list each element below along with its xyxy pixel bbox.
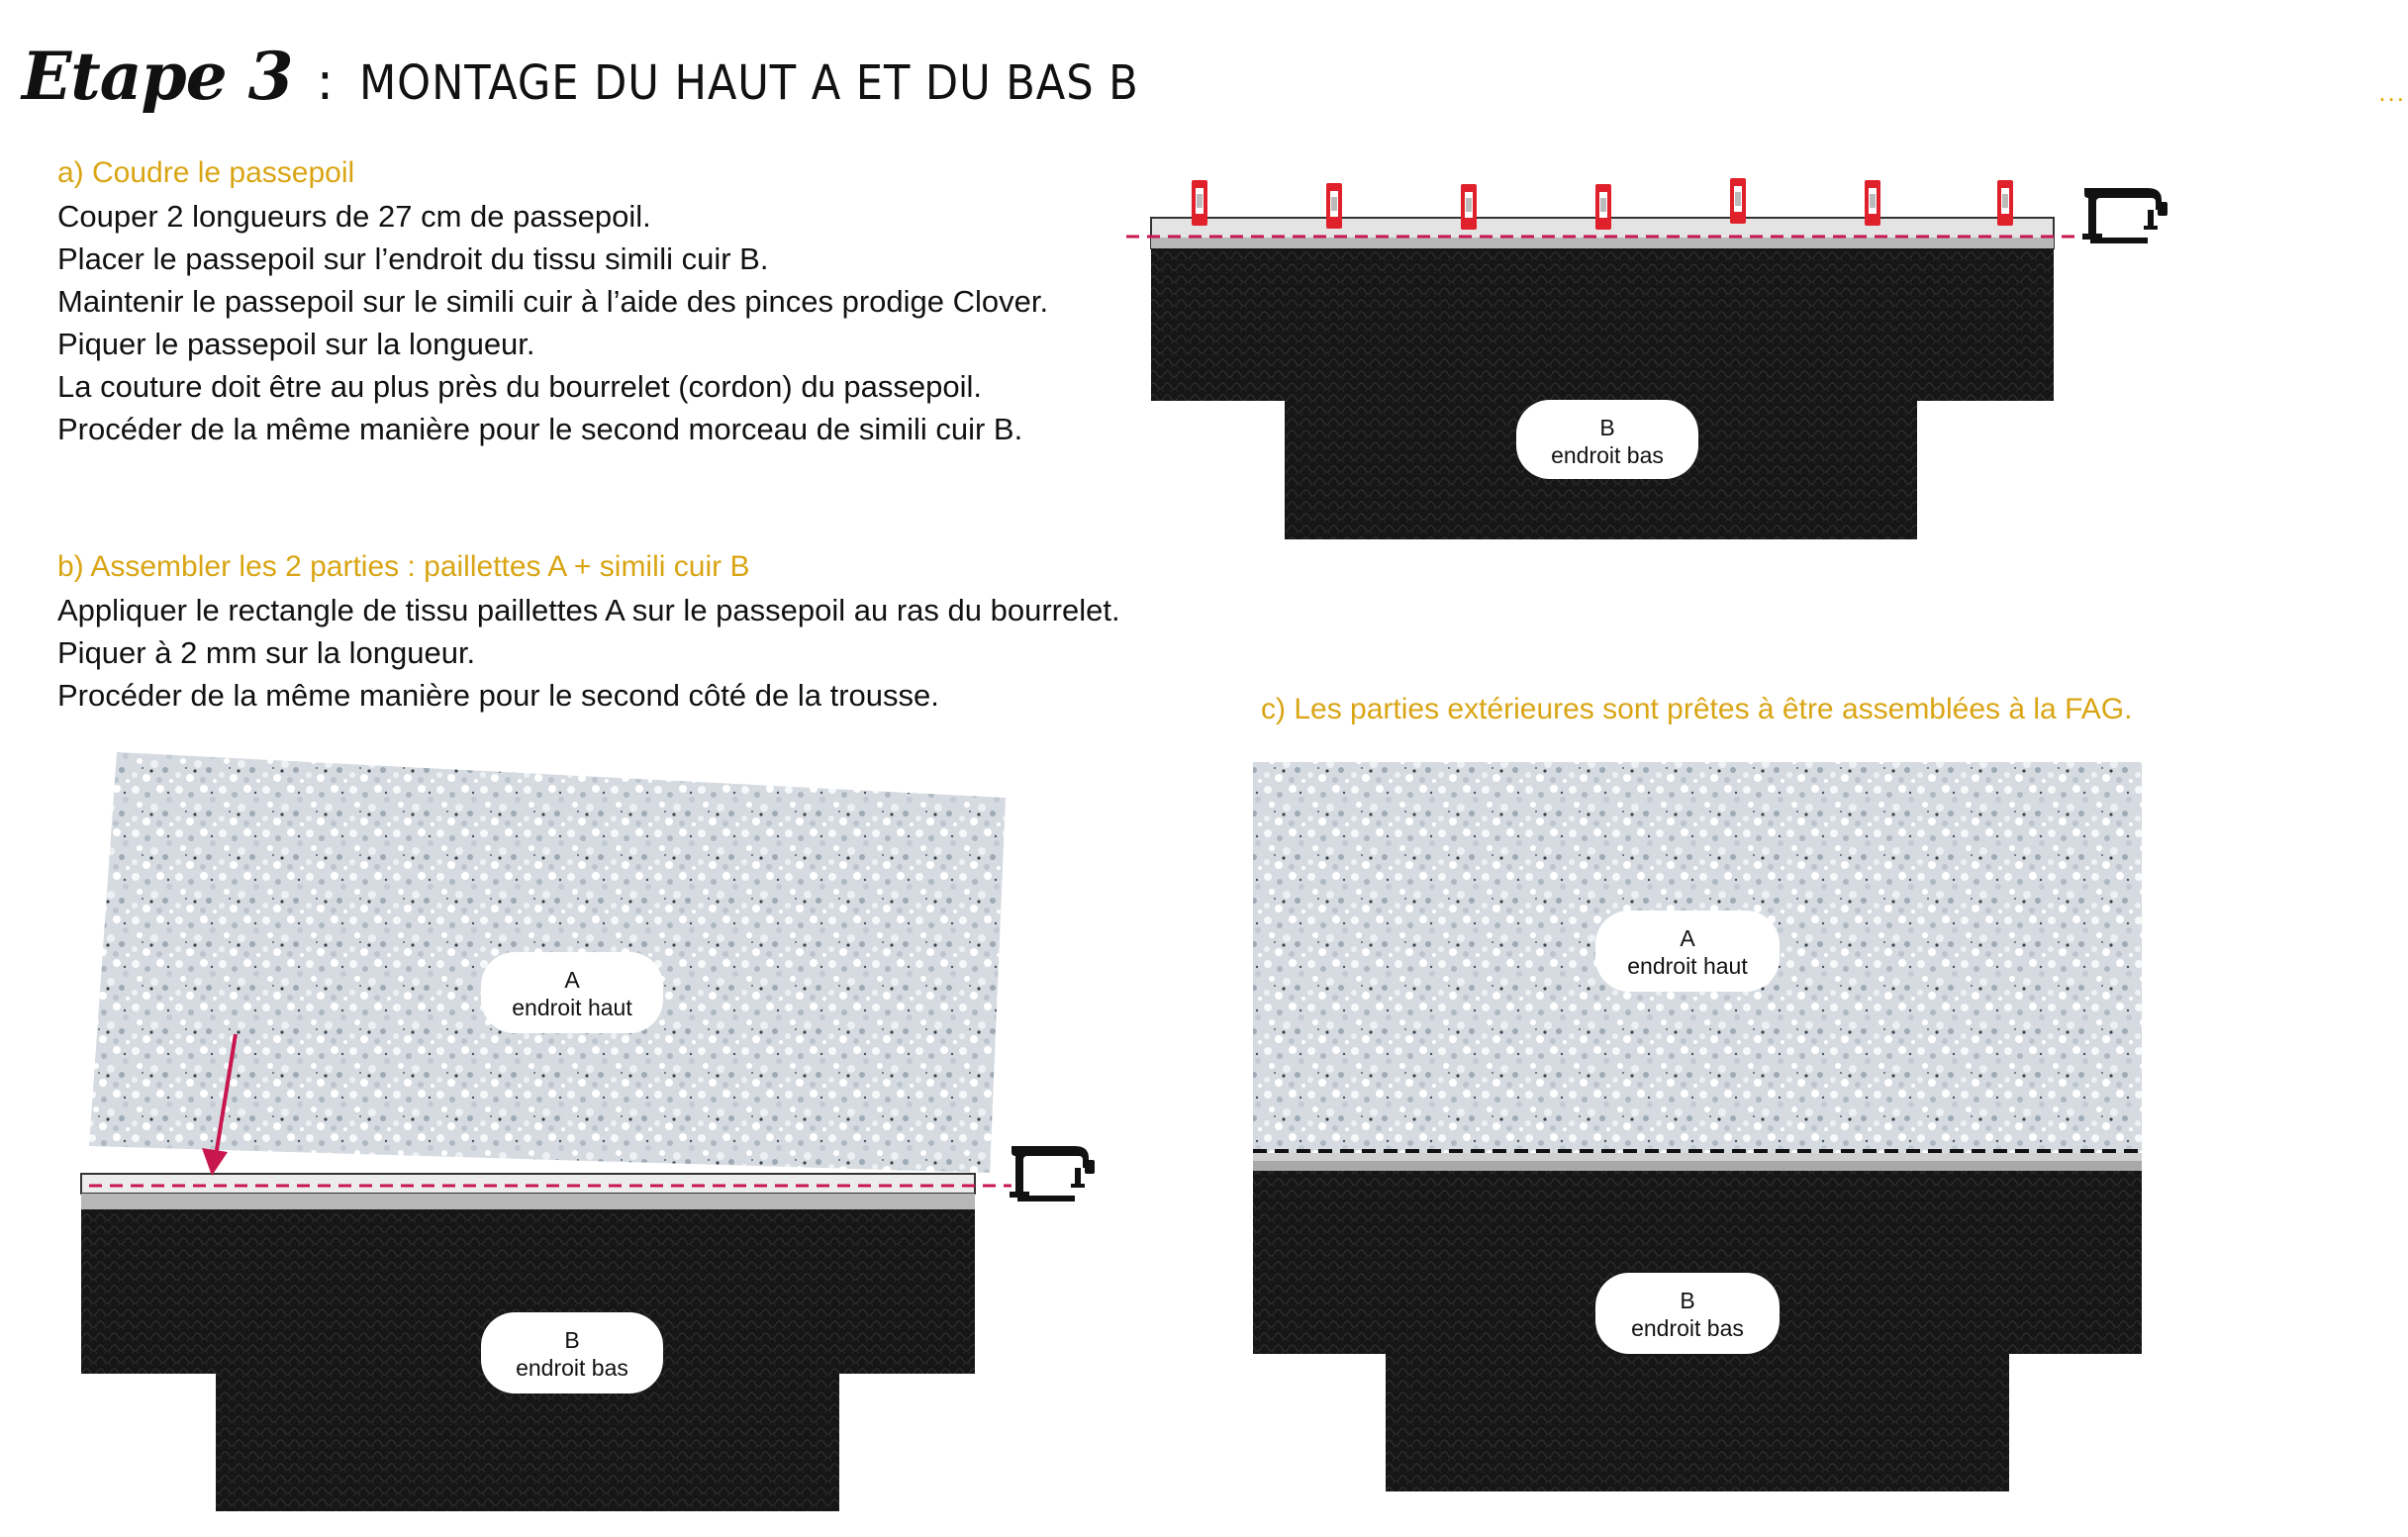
- sewing-machine-icon: [1010, 1146, 1095, 1201]
- section-b-line: Appliquer le rectangle de tissu paillettes A sur le passepoil au ras du bourrelet.: [57, 593, 1120, 627]
- diagram-a-piping: [1126, 178, 2167, 539]
- clip-icon: [1997, 180, 2013, 226]
- section-a-line: Placer le passepoil sur l’endroit du tissu simili cuir B.: [57, 241, 769, 276]
- clip-icon: [1461, 184, 1477, 230]
- section-b-line: Piquer à 2 mm sur la longueur.: [57, 635, 476, 670]
- label-text: endroit bas: [516, 1355, 628, 1381]
- clip-icon: [1730, 178, 1746, 224]
- label-letter: A: [1680, 925, 1695, 951]
- section-a-line: Procéder de la même manière pour le second morceau de simili cuir B.: [57, 412, 1023, 446]
- section-a-line: La couture doit être au plus près du bourrelet (cordon) du passepoil.: [57, 369, 983, 404]
- label-b-diagram-a: [1516, 400, 1698, 479]
- section-a-line: Piquer le passepoil sur la longueur.: [57, 327, 535, 361]
- sewing-machine-icon: [2082, 188, 2167, 243]
- section-b-heading: b) Assembler les 2 parties : paillettes A + simili cuir B: [57, 550, 750, 583]
- label-text: endroit haut: [1627, 953, 1748, 979]
- step-label: Etape 3: [22, 38, 293, 115]
- label-letter: A: [564, 967, 580, 993]
- label-b-diagram-c: [1595, 1273, 1780, 1354]
- section-c-heading: c) Les parties extérieures sont prêtes à être assemblées à la FAG.: [1261, 693, 2133, 725]
- clip-icon: [1192, 180, 1207, 226]
- clip-icon: [1595, 184, 1611, 230]
- continuation-dots: ...: [2378, 77, 2406, 107]
- clip-icon: [1326, 183, 1342, 229]
- label-text: endroit haut: [512, 995, 632, 1020]
- label-a-diagram-b: [481, 952, 663, 1033]
- section-a-heading: a) Coudre le passepoil: [57, 156, 355, 189]
- step-title: MONTAGE DU HAUT A ET DU BAS B: [359, 55, 1139, 111]
- diagram-b-assembly: [81, 752, 1095, 1511]
- title-colon: :: [316, 52, 335, 112]
- section-a-line: Maintenir le passepoil sur le simili cuir à l’aide des pinces prodige Clover.: [57, 284, 1049, 319]
- label-letter: B: [1599, 415, 1615, 440]
- label-letter: B: [564, 1327, 580, 1353]
- section-b-line: Procéder de la même manière pour le second côté de la trousse.: [57, 678, 939, 713]
- label-text: endroit bas: [1551, 442, 1664, 468]
- label-b-diagram-b: [481, 1312, 663, 1393]
- section-a-line: Couper 2 longueurs de 27 cm de passepoil.: [57, 199, 651, 234]
- label-a-diagram-c: [1595, 911, 1780, 992]
- diagram-c-exterior: [1253, 762, 2142, 1491]
- label-text: endroit bas: [1631, 1315, 1744, 1341]
- label-letter: B: [1680, 1288, 1695, 1313]
- clip-icon: [1865, 180, 1880, 226]
